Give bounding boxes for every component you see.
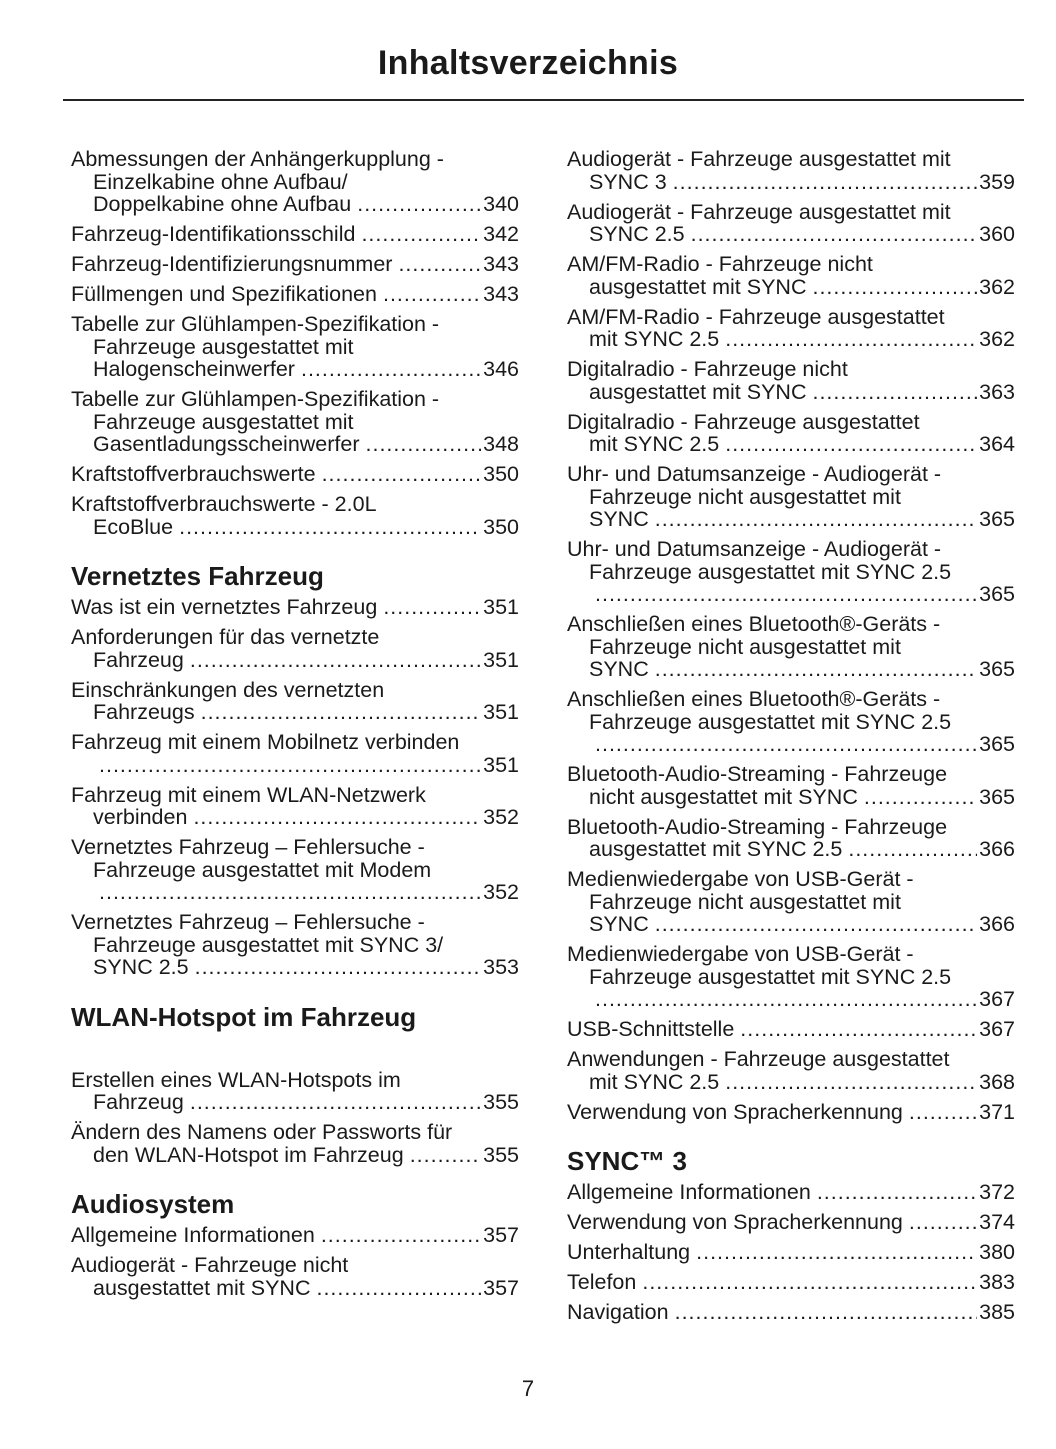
entry-last-line <box>567 381 1015 404</box>
dot-leader <box>410 1144 481 1167</box>
entry-title-line: Medienwiedergabe von USB-Gerät - <box>567 867 914 891</box>
entry-title-line: SYNC <box>589 507 649 531</box>
dot-leader <box>321 1224 481 1247</box>
entry-page-number[interactable]: 343 <box>483 252 519 276</box>
entry-last-line <box>567 1101 1015 1124</box>
entry-title-line: Navigation <box>567 1300 669 1324</box>
entry-title-line: Ändern des Namens oder Passworts für <box>71 1120 453 1144</box>
entry-page-number[interactable]: 357 <box>483 1223 519 1247</box>
entry-title-line: Anforderungen für das vernetzte <box>71 625 380 649</box>
entry-last-line <box>567 1271 1015 1294</box>
dot-leader <box>655 913 977 936</box>
toc-entry[interactable] <box>567 1048 1015 1093</box>
entry-title-line: Fahrzeuge ausgestattet mit Modem <box>93 857 432 882</box>
dot-leader <box>909 1211 977 1234</box>
entry-page-number[interactable]: 365 <box>979 582 1015 606</box>
entry-title-line: EcoBlue <box>93 514 174 539</box>
dot-leader <box>383 283 481 306</box>
entry-page-number[interactable]: 351 <box>483 752 519 777</box>
dot-leader <box>361 223 481 246</box>
section-heading: Vernetztes Fahrzeug <box>71 561 324 591</box>
toc-entry[interactable] <box>567 1018 1015 1041</box>
entry-title-line: Doppelkabine ohne Aufbau <box>93 192 352 216</box>
toc-entry[interactable] <box>567 358 1015 403</box>
entry-title-line: SYNC <box>589 657 649 681</box>
entry-last-line <box>71 1224 519 1247</box>
entry-title-line: Audiogerät - Fahrzeuge ausgestattet mit <box>567 147 951 171</box>
entry-page-number[interactable]: 363 <box>979 379 1015 404</box>
entry-last-line <box>567 1181 1015 1204</box>
entry-last-line <box>567 733 1015 756</box>
entry-title-line: Vernetztes Fahrzeug – Fehlersuche - <box>71 910 425 934</box>
dot-leader <box>909 1101 977 1124</box>
toc-entry[interactable] <box>567 1241 1015 1264</box>
entry-title-line: Einzelkabine ohne Aufbau/ <box>93 169 348 194</box>
entry-title-line: Fahrzeug <box>93 1090 184 1114</box>
entry-page-number[interactable]: 353 <box>483 955 519 979</box>
entry-last-line <box>71 649 519 672</box>
entry-page-number[interactable]: 362 <box>979 327 1015 351</box>
entry-page-number[interactable]: 350 <box>483 514 519 539</box>
entry-page-number[interactable]: 350 <box>483 462 519 486</box>
entry-title-line: Anschließen eines Bluetooth®-Geräts - <box>567 612 941 636</box>
dot-leader <box>725 433 977 456</box>
toc-entry[interactable] <box>567 613 1015 681</box>
entry-page-number[interactable]: 351 <box>483 700 519 724</box>
entry-page-number[interactable]: 360 <box>979 222 1015 246</box>
dot-leader <box>595 733 977 756</box>
entry-title-line: Fahrzeuge ausgestattet mit SYNC 2.5 <box>589 964 952 989</box>
entry-last-line <box>567 838 1015 861</box>
entry-title-line: Fahrzeuge ausgestattet mit SYNC 3/ <box>93 932 444 957</box>
toc-entry[interactable] <box>567 763 1015 808</box>
entry-page-number[interactable]: 348 <box>483 432 519 456</box>
entry-title-line: Telefon <box>567 1270 637 1294</box>
entry-title-line: Halogenscheinwerfer <box>93 357 295 381</box>
entry-page-number[interactable]: 372 <box>979 1180 1015 1204</box>
toc-entry[interactable] <box>567 148 1015 193</box>
entry-title-line: Fahrzeug <box>93 647 184 672</box>
entry-title-line: Tabelle zur Glühlampen-Spezifikation - <box>71 312 440 336</box>
entry-page-number[interactable]: 342 <box>483 222 519 246</box>
dot-leader <box>366 433 482 456</box>
toc-entry[interactable] <box>567 306 1015 351</box>
entry-last-line <box>567 988 1015 1011</box>
entry-title-line: Abmessungen der Anhängerkupplung - <box>71 147 444 171</box>
entry-title-line: Anschließen eines Bluetooth®-Geräts - <box>567 687 941 711</box>
entry-page-number[interactable]: 367 <box>979 1017 1015 1041</box>
section-heading: WLAN-Hotspot im Fahrzeug <box>71 1001 417 1032</box>
entry-title-line: Fahrzeuge ausgestattet mit <box>93 409 354 434</box>
entry-title-line: Tabelle zur Glühlampen-Spezifikation - <box>71 387 440 411</box>
toc-entry[interactable] <box>71 1121 519 1166</box>
entry-last-line <box>71 956 519 979</box>
toc-entry[interactable] <box>567 868 1015 936</box>
entry-title-line: Kraftstoffverbrauchswerte - 2.0L <box>71 492 377 516</box>
entry-last-line <box>71 433 519 456</box>
toc-entry[interactable] <box>71 596 519 619</box>
entry-page-number[interactable]: 374 <box>979 1210 1015 1234</box>
dot-leader <box>691 223 978 246</box>
toc-entry[interactable] <box>567 816 1015 861</box>
entry-last-line <box>567 1241 1015 1264</box>
entry-last-line <box>71 701 519 724</box>
entry-title-line: Bluetooth-Audio-Streaming - Fahrzeuge <box>567 814 948 839</box>
entry-title-line: Fahrzeug-Identifizierungsnummer <box>71 252 393 276</box>
toc-entry[interactable] <box>71 313 519 381</box>
entry-page-number[interactable]: 366 <box>979 912 1015 936</box>
toc-entry[interactable] <box>71 911 519 979</box>
toc-column-left <box>71 148 519 1307</box>
entry-last-line <box>71 1144 519 1167</box>
dot-leader <box>316 1277 481 1300</box>
entry-title-line: USB-Schnittstelle <box>567 1017 735 1041</box>
entry-page-number[interactable]: 357 <box>483 1275 519 1300</box>
dot-leader <box>195 956 482 979</box>
entry-page-number[interactable]: 352 <box>483 805 519 829</box>
dot-leader <box>190 649 481 672</box>
entry-page-number[interactable]: 343 <box>483 282 519 306</box>
dot-leader <box>357 193 481 216</box>
dot-leader <box>193 806 481 829</box>
dot-leader <box>398 253 481 276</box>
entry-page-number[interactable]: 346 <box>483 357 519 381</box>
entry-title-line: Audiogerät - Fahrzeuge nicht <box>71 1253 349 1277</box>
entry-page-number[interactable]: 351 <box>483 647 519 672</box>
entry-page-number[interactable]: 367 <box>979 987 1015 1011</box>
page-title: Inhaltsverzeichnis <box>377 44 679 82</box>
entry-last-line <box>567 1211 1015 1234</box>
entry-title-line: ausgestattet mit SYNC <box>589 379 807 404</box>
dot-leader <box>595 988 977 1011</box>
toc-entry[interactable] <box>567 538 1015 606</box>
dot-leader <box>99 754 481 777</box>
toc-entry[interactable] <box>567 411 1015 456</box>
toc-entry[interactable] <box>71 731 519 776</box>
dot-leader <box>740 1018 977 1041</box>
entry-last-line <box>567 223 1015 246</box>
entry-page-number[interactable]: 365 <box>979 507 1015 531</box>
entry-title-line: SYNC <box>589 912 649 936</box>
dot-leader <box>201 701 482 724</box>
entry-title-line: Vernetztes Fahrzeug – Fehlersuche - <box>71 835 425 859</box>
toc-entry[interactable] <box>567 1181 1015 1204</box>
entry-last-line <box>567 433 1015 456</box>
toc-entry[interactable] <box>71 784 519 829</box>
entry-page-number[interactable]: 365 <box>979 657 1015 681</box>
dot-leader <box>655 508 977 531</box>
toc-entry[interactable] <box>567 253 1015 298</box>
entry-title-line: Fahrzeuge ausgestattet mit <box>93 334 354 359</box>
toc-entry[interactable] <box>71 388 519 456</box>
toc-entry[interactable] <box>567 1211 1015 1234</box>
toc-entry[interactable] <box>567 943 1015 1011</box>
dot-leader <box>655 658 977 681</box>
dot-leader <box>696 1241 977 1264</box>
entry-page-number[interactable]: 371 <box>979 1099 1015 1124</box>
entry-title-line: Digitalradio - Fahrzeuge ausgestattet <box>567 409 920 434</box>
entry-title-line: Gasentladungsscheinwerfer <box>93 432 360 456</box>
entry-last-line <box>567 508 1015 531</box>
entry-title-line: ausgestattet mit SYNC <box>93 1275 311 1300</box>
entry-title-line: Allgemeine Informationen <box>567 1180 811 1204</box>
entry-title-line: Kraftstoffverbrauchswerte <box>71 462 316 486</box>
entry-last-line <box>567 328 1015 351</box>
entry-last-line <box>567 786 1015 809</box>
entry-last-line <box>71 253 519 276</box>
entry-title-line: Bluetooth-Audio-Streaming - Fahrzeuge <box>567 762 948 786</box>
toc-entry[interactable] <box>71 148 519 216</box>
toc-entry[interactable] <box>71 283 519 306</box>
entry-title-line: verbinden <box>93 805 188 829</box>
entry-title-line: den WLAN-Hotspot im Fahrzeug <box>93 1142 404 1167</box>
entry-last-line <box>71 596 519 619</box>
entry-last-line <box>567 583 1015 606</box>
toc-entry[interactable] <box>71 463 519 486</box>
entry-title-line: Fahrzeugs <box>93 700 195 724</box>
dot-leader <box>673 171 977 194</box>
entry-last-line <box>567 913 1015 936</box>
entry-title-line: Fahrzeuge nicht ausgestattet mit <box>589 889 901 914</box>
entry-title-line: Fahrzeuge nicht ausgestattet mit <box>589 484 901 509</box>
entry-last-line <box>567 171 1015 194</box>
entry-last-line <box>567 1301 1015 1324</box>
entry-page-number[interactable]: 365 <box>979 784 1015 809</box>
entry-page-number[interactable]: 383 <box>979 1270 1015 1294</box>
dot-leader <box>595 583 977 606</box>
toc-entry[interactable] <box>567 1271 1015 1294</box>
entry-last-line <box>567 1071 1015 1094</box>
dot-leader <box>190 1091 481 1114</box>
entry-last-line <box>71 463 519 486</box>
entry-last-line <box>71 193 519 216</box>
dot-leader <box>812 276 977 299</box>
toc-entry[interactable] <box>567 1301 1015 1324</box>
entry-page-number[interactable]: 340 <box>483 192 519 216</box>
page-number: 7 <box>521 1376 535 1401</box>
toc-entry[interactable] <box>71 626 519 671</box>
entry-title-line: SYNC 2.5 <box>93 955 189 979</box>
dot-leader <box>812 381 977 404</box>
entry-last-line <box>71 223 519 246</box>
toc-entry[interactable] <box>71 493 519 538</box>
entry-page-number[interactable]: 355 <box>483 1090 519 1114</box>
entry-title-line: Fahrzeug mit einem WLAN-Netzwerk <box>71 782 426 807</box>
entry-page-number[interactable]: 365 <box>979 732 1015 756</box>
toc-entry[interactable] <box>71 223 519 246</box>
entry-page-number[interactable]: 364 <box>979 432 1015 456</box>
toc-entry[interactable] <box>71 1224 519 1247</box>
entry-page-number[interactable]: 352 <box>483 880 519 904</box>
entry-title-line: Uhr- und Datumsanzeige - Audiogerät - <box>567 462 942 486</box>
dot-leader <box>99 881 481 904</box>
dot-leader <box>725 1071 977 1094</box>
entry-last-line <box>71 806 519 829</box>
toc-entry[interactable] <box>71 253 519 276</box>
entry-last-line <box>71 1277 519 1300</box>
toc-column-right <box>567 148 1015 1331</box>
entry-title-line: Anwendungen - Fahrzeuge ausgestattet <box>567 1047 950 1071</box>
toc-entry[interactable] <box>567 688 1015 756</box>
entry-last-line <box>71 754 519 777</box>
entry-last-line <box>71 283 519 306</box>
entry-title-line: nicht ausgestattet mit SYNC <box>589 784 858 809</box>
entry-title-line: Fahrzeug mit einem Mobilnetz verbinden <box>71 730 460 754</box>
entry-last-line <box>567 658 1015 681</box>
toc-entry[interactable] <box>71 836 519 904</box>
dot-leader <box>817 1181 977 1204</box>
toc-entry[interactable] <box>567 1101 1015 1124</box>
entry-title-line: Uhr- und Datumsanzeige - Audiogerät - <box>567 537 942 561</box>
section-heading: Audiosystem <box>71 1189 235 1219</box>
entry-page-number[interactable]: 368 <box>979 1069 1015 1094</box>
entry-page-number[interactable]: 355 <box>483 1142 519 1167</box>
entry-last-line <box>71 1091 519 1114</box>
entry-title-line: Fahrzeug-Identifikationsschild <box>71 222 356 246</box>
entry-title-line: Einschränkungen des vernetzten <box>71 677 385 702</box>
entry-last-line <box>71 358 519 381</box>
section-heading: SYNC™ 3 <box>567 1146 687 1176</box>
dot-leader <box>383 596 481 619</box>
entry-title-line: Fahrzeuge nicht ausgestattet mit <box>589 634 901 659</box>
entry-title-line: Fahrzeuge ausgestattet mit SYNC 2.5 <box>589 709 952 734</box>
entry-last-line <box>71 881 519 904</box>
toc-entry[interactable] <box>71 679 519 724</box>
entry-title-line: Allgemeine Informationen <box>71 1223 315 1247</box>
entry-title-line: Medienwiedergabe von USB-Gerät - <box>567 942 914 966</box>
entry-title-line: AM/FM-Radio - Fahrzeuge ausgestattet <box>567 304 945 329</box>
entry-title-line: mit SYNC 2.5 <box>589 327 720 351</box>
entry-title-line: Verwendung von Spracherkennung <box>567 1210 903 1234</box>
entry-title-line: Verwendung von Spracherkennung <box>567 1099 903 1124</box>
entry-page-number[interactable]: 359 <box>979 169 1015 194</box>
entry-page-number[interactable]: 362 <box>979 274 1015 299</box>
entry-title-line: Unterhaltung <box>567 1240 691 1264</box>
entry-title-line: Fahrzeuge ausgestattet mit SYNC 2.5 <box>589 559 952 584</box>
entry-page-number[interactable]: 380 <box>979 1240 1015 1264</box>
entry-title-line: SYNC 2.5 <box>589 222 685 246</box>
entry-title-line: AM/FM-Radio - Fahrzeuge nicht <box>567 252 873 276</box>
dot-leader <box>848 838 977 861</box>
entry-title-line: Füllmengen und Spezifikationen <box>71 282 377 306</box>
dot-leader <box>642 1271 977 1294</box>
dot-leader <box>864 786 977 809</box>
entry-page-number[interactable]: 366 <box>979 837 1015 861</box>
dot-leader <box>675 1301 978 1324</box>
toc-entry[interactable] <box>71 1069 519 1114</box>
toc-entry[interactable] <box>567 463 1015 531</box>
toc-entry[interactable] <box>71 1254 519 1299</box>
entry-page-number[interactable]: 385 <box>979 1300 1015 1324</box>
dot-leader <box>725 328 977 351</box>
entry-title-line: Digitalradio - Fahrzeuge nicht <box>567 357 848 381</box>
entry-last-line <box>71 516 519 539</box>
entry-title-line: SYNC 3 <box>589 169 667 194</box>
entry-title-line: mit SYNC 2.5 <box>589 1069 720 1094</box>
entry-title-line: mit SYNC 2.5 <box>589 432 720 456</box>
dot-leader <box>179 516 481 539</box>
entry-page-number[interactable]: 351 <box>483 595 519 619</box>
entry-last-line <box>567 276 1015 299</box>
entry-title-line: ausgestattet mit SYNC <box>589 274 807 299</box>
dot-leader <box>322 463 482 486</box>
entry-title-line: Erstellen eines WLAN-Hotspots im <box>71 1067 401 1092</box>
entry-title-line: Was ist ein vernetztes Fahrzeug <box>71 595 378 619</box>
entry-title-line: ausgestattet mit SYNC 2.5 <box>589 837 843 861</box>
dot-leader <box>301 358 481 381</box>
entry-title-line: Audiogerät - Fahrzeuge ausgestattet mit <box>567 199 951 224</box>
title-divider <box>63 99 1024 101</box>
toc-entry[interactable] <box>567 201 1015 246</box>
entry-last-line <box>567 1018 1015 1041</box>
